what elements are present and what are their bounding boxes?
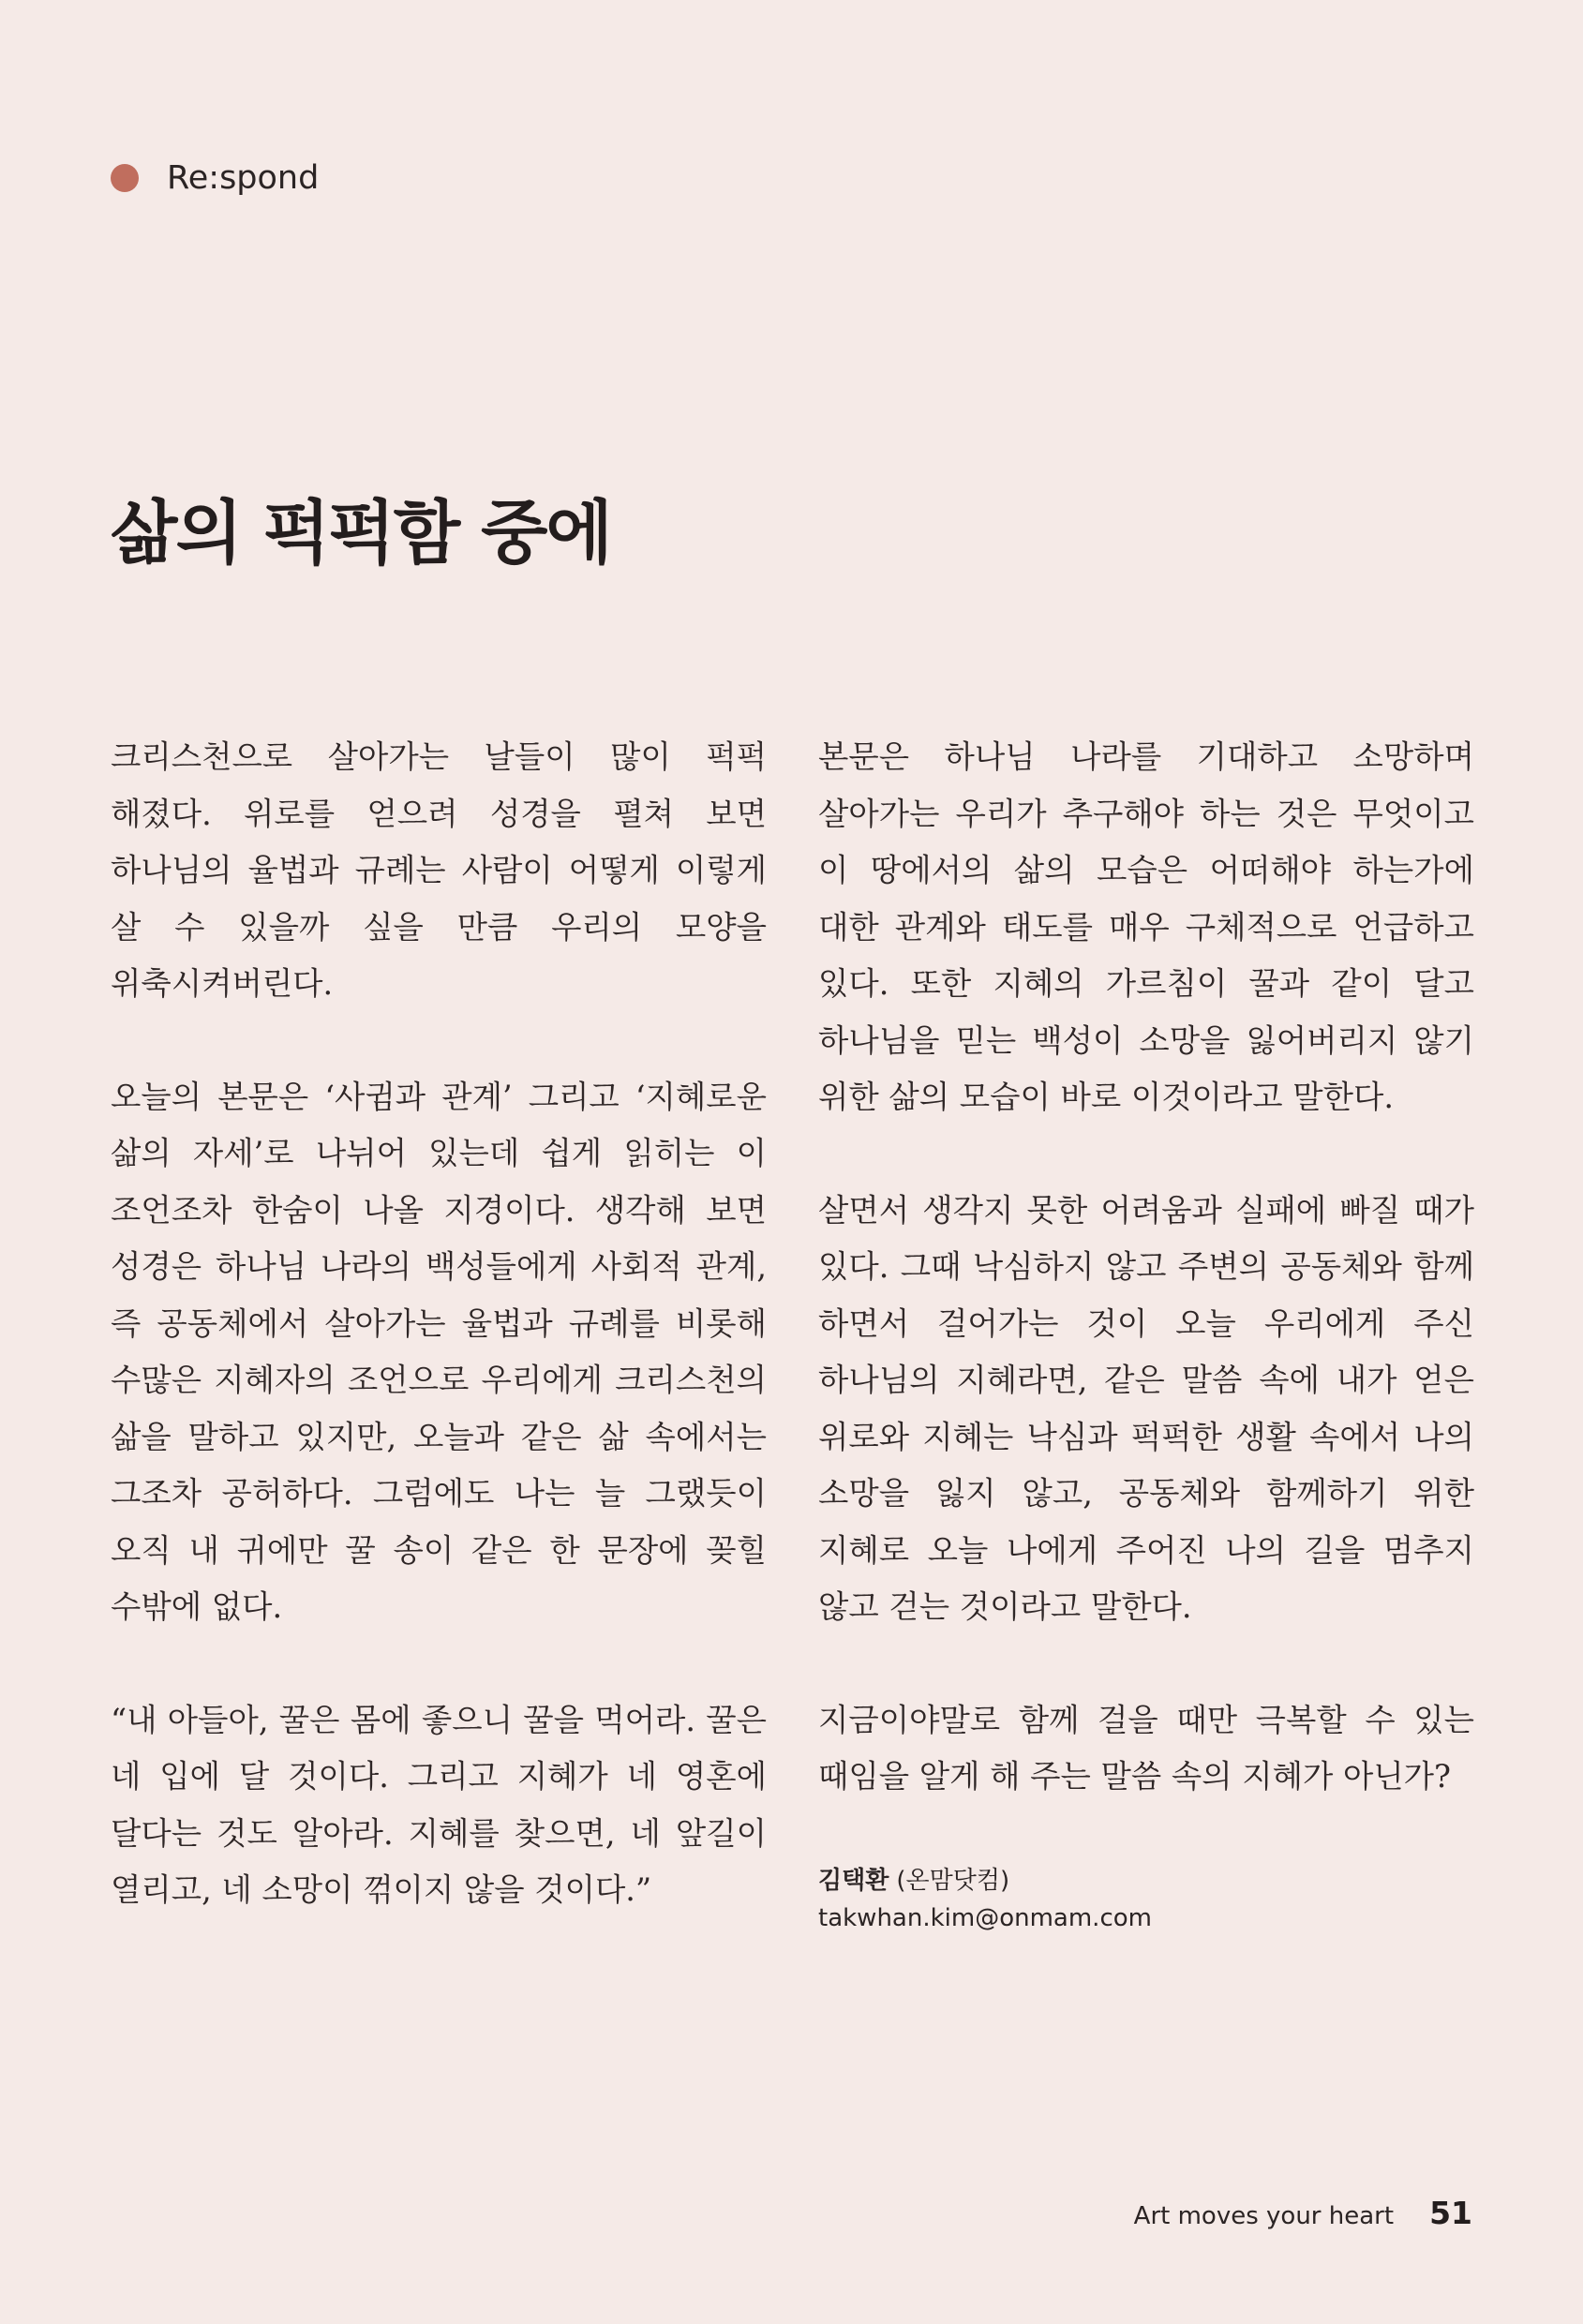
left-column [111,729,767,1975]
author-org: (온맘닷컴) [896,1866,1010,1895]
section-label: Re:spond [167,159,320,197]
page-footer [1134,2195,1472,2231]
author-name: 김택환 [818,1866,889,1895]
left-paragraph-1: 크리스천으로 살아가는 날들이 많이 퍽퍽 해졌다. 위로를 얻으려 성경을 펼쳐 보면 하나님의 율법과 규례는 사람이 어떻게 이렇게 살 수 있을까 싶을 만큼 우리의 모양을 위축시켜버린다. [111,738,767,1002]
right-paragraph-2: 살면서 생각지 못한 어려움과 실패에 빠질 때가 있다. 그때 낙심하지 않고 주변의 공동체와 함께 하면서 걸어가는 것이 오늘 우리에게 주신 하나님의 지혜라면, 같은 말씀 속에 내가 얻은 위로와 지혜는 낙심과 퍽퍽한 생활 속에서 나의 소망을 잃지 않고, 공동체와 함께하기 위한 지혜로 오늘 나에게 주어진 나의 길을 멈추지 않고 걷는 것이라고 말한다. [818,1191,1474,1625]
page-number: 51 [1429,2195,1472,2231]
right-column [818,729,1474,1937]
right-paragraph-1: 본문은 하나님 나라를 기대하고 소망하며 살아가는 우리가 추구해야 하는 것은 무엇이고 이 땅에서의 삶의 모습은 어떠해야 하는가에 대한 관계와 태도를 매우 구체적으로 언급하고 있다. 또한 지혜의 가르침이 꿀과 같이 달고 하나님을 믿는 백성이 소망을 잃어버리지 않기 위한 삶의 모습이 바로 이것이라고 말한다. [818,738,1474,1115]
left-paragraph-3: “내 아들아, 꿀은 몸에 좋으니 꿀을 먹어라. 꿀은 네 입에 달 것이다. 그리고 지혜가 네 영혼에 달다는 것도 알아라. 지혜를 찾으면, 네 앞길이 열리고, 네 소망이 꺾이지 않을 것이다.” [111,1701,767,1908]
right-paragraph-3: 지금이야말로 함께 걸을 때만 극복할 수 있는 때임을 알게 해 주는 말씀 속의 지혜가 아닌가? [818,1701,1474,1795]
author-email: takwhan.kim@onmam.com [818,1903,1152,1932]
article-title: 삶의 퍽퍽함 중에 [111,493,611,574]
section-dot-icon [111,164,139,192]
section-tag [111,159,319,197]
author-block [818,1862,1474,1937]
footer-tagline: Art moves your heart [1133,2202,1395,2230]
left-paragraph-2: 오늘의 본문은 ‘사귐과 관계’ 그리고 ‘지혜로운 삶의 자세’로 나뉘어 있는데 쉽게 읽히는 이 조언조차 한숨이 나올 지경이다. 생각해 보면 성경은 하나님 나라의 백성들에게 사회적 관계, 즉 공동체에서 살아가는 율법과 규례를 비롯해 수많은 지혜자의 조언으로 우리에게 크리스천의 삶을 말하고 있지만, 오늘과 같은 삶 속에서는 그조차 공허하다. 그럼에도 나는 늘 그랬듯이 오직 내 귀에만 꿀 송이 같은 한 문장에 꽂힐 수밖에 없다. [111,1078,767,1625]
